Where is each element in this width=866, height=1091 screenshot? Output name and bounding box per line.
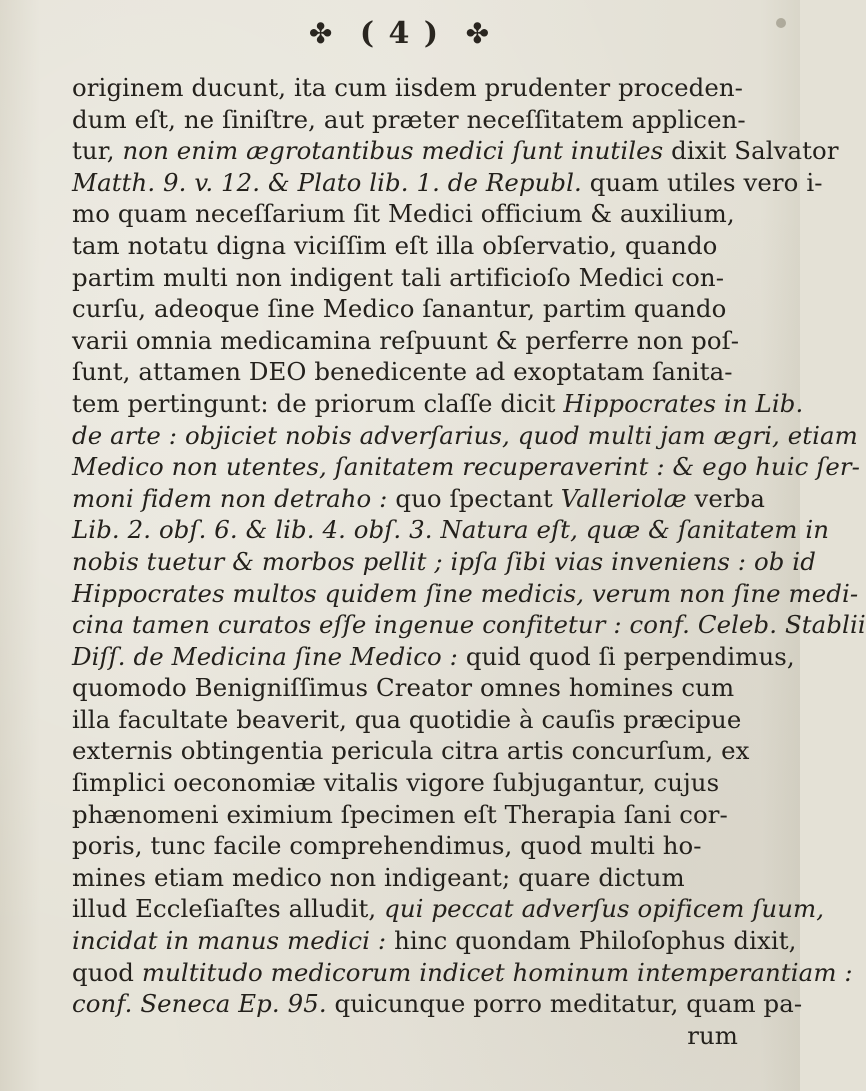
text-line <box>72 356 780 388</box>
italic-segment: non enim ægrotantibus medici ſunt inutiles <box>122 136 664 166</box>
text-line <box>72 862 780 894</box>
italic-segment: Diſſ. de Medicina ſine Medico : <box>72 641 458 671</box>
text-line <box>72 799 780 831</box>
roman-segment: verba <box>686 483 765 513</box>
text-line <box>72 925 797 957</box>
roman-segment: tam notatu digna viciſſim eſt illa obſervatio, quando <box>72 230 718 260</box>
text-line <box>72 546 816 578</box>
roman-segment: externis obtingentia pericula citra artis concurſum, ex <box>72 736 750 766</box>
text-line <box>72 451 860 483</box>
roman-segment: partim multi non indigent tali artificioſo Medici con- <box>72 262 725 292</box>
text-line <box>72 293 780 325</box>
text-line <box>72 325 780 357</box>
roman-segment: hinc quondam Philoſophus dixit, <box>386 926 797 956</box>
roman-segment: tem pertingunt: de priorum claſſe dicit <box>72 388 564 418</box>
italic-segment: Lib. 2. obſ. 6. & lib. 4. obſ. 3. Natura eſt, quæ & ſanitatem in <box>72 515 830 545</box>
italic-segment: qui peccat adverſus opificem ſuum, <box>384 894 825 924</box>
roman-segment: illud Eccleſiaſtes alludit, <box>72 894 385 924</box>
text-line <box>72 767 780 799</box>
roman-segment: curſu, adeoque ſine Medico ſanantur, partim quando <box>72 294 727 324</box>
italic-segment: de arte : objiciet nobis adverſarius, quod multi jam ægri, etiam <box>72 420 858 450</box>
text-line <box>72 514 830 546</box>
text-line <box>72 483 780 515</box>
right-ornament-icon: ✤ <box>465 16 492 50</box>
text-line <box>72 198 780 230</box>
roman-segment: mo quam neceſſarium ſit Medici officium & auxilium, <box>72 199 735 229</box>
roman-segment: dum eſt, ne ſiniſtre, aut præter neceſſitatem applicen- <box>72 104 746 134</box>
roman-segment: dixit Salvator <box>663 136 839 166</box>
text-line <box>72 72 780 104</box>
roman-segment: quicunque porro meditatur, quam pa- <box>326 989 803 1019</box>
italic-segment: Matth. 9. v. 12. & Plato lib. 1. de Republ. <box>72 167 582 197</box>
page-header <box>0 14 800 51</box>
roman-segment: tur, <box>72 136 123 166</box>
italic-segment: cina tamen curatos eſſe ingenue confitetur : conf. Celeb. Stablii <box>72 610 866 640</box>
text-line <box>72 893 825 925</box>
text-line <box>72 167 823 199</box>
text-line <box>72 988 803 1020</box>
roman-segment: ſimplici oeconomiæ vitalis vigore ſubjugantur, cujus <box>72 768 720 798</box>
text-line <box>72 578 859 610</box>
italic-segment: incidat in manus medici : <box>72 926 387 956</box>
text-line <box>72 641 795 673</box>
roman-segment: quomodo Benigniſſimus Creator omnes homines cum <box>72 673 735 703</box>
roman-segment: quod <box>72 957 142 987</box>
roman-segment: originem ducunt, ita cum iisdem prudenter proceden- <box>72 73 744 102</box>
roman-segment: ſunt, attamen DEO benedicente ad exoptatam ſanita- <box>72 357 733 387</box>
roman-segment: illa facultate beaverit, qua quotidie à cauſis præcipue <box>72 704 742 734</box>
italic-segment: Valleriolæ <box>560 483 687 513</box>
text-line <box>72 830 780 862</box>
roman-segment: quam utiles vero i- <box>581 167 823 197</box>
roman-segment: mines etiam medico non indigeant; quare dictum <box>72 862 685 892</box>
text-line <box>72 262 780 294</box>
roman-segment: quid quod ſi perpendimus, <box>457 641 795 671</box>
italic-segment: Hippocrates multos quidem ſine medicis, verum non ſine medi- <box>72 578 859 608</box>
roman-segment: poris, tunc facile comprehendimus, quod multi ho- <box>72 831 702 861</box>
left-ornament-icon: ✤ <box>308 16 335 50</box>
roman-segment: quo ſpectant <box>387 483 561 513</box>
italic-segment: Medico non utentes, ſanitatem recuperaverint : & ego huic ſer- <box>72 452 860 482</box>
text-line <box>72 135 839 167</box>
roman-segment: varii omnia medicamina reſpuunt & perferre non poſ- <box>72 325 740 355</box>
text-line <box>72 104 780 136</box>
text-line <box>72 735 780 767</box>
body-text <box>72 72 866 1051</box>
italic-segment: nobis tuetur & morbos pellit ; ipſa ſibi vias inveniens : ob id <box>72 546 816 576</box>
italic-segment: multitudo medicorum indicet hominum intemperantiam : <box>141 957 853 987</box>
italic-segment: moni fidem non detraho : <box>72 483 388 513</box>
text-line <box>72 230 780 262</box>
text-line <box>72 704 780 736</box>
roman-segment: phænomeni eximium ſpecimen eſt Therapia ſani cor- <box>72 799 728 829</box>
text-line <box>72 609 866 641</box>
page-number: ( 4 ) <box>359 15 441 51</box>
text-line <box>72 388 804 420</box>
text-line <box>72 672 780 704</box>
italic-segment: Hippocrates in Lib. <box>563 388 804 418</box>
catchword: rum <box>687 1020 738 1050</box>
italic-segment: conf. Seneca Ep. 95. <box>72 989 327 1019</box>
text-line <box>72 957 853 989</box>
text-line <box>72 420 858 452</box>
